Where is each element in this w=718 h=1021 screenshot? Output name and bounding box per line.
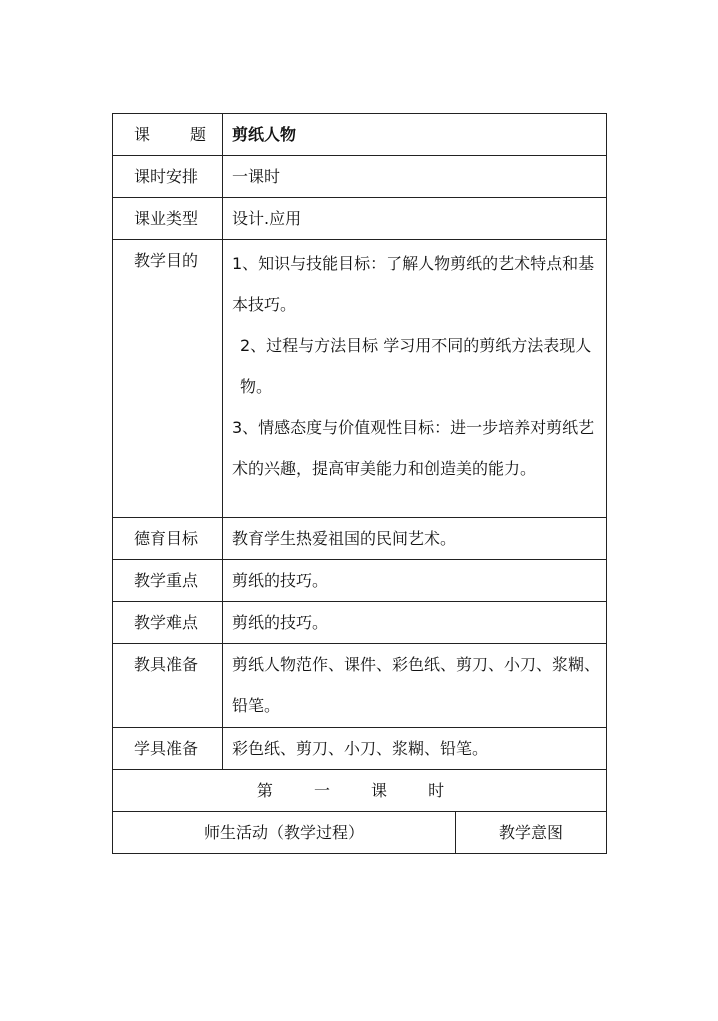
row-difficulty bbox=[113, 602, 607, 644]
label-key-point: 教学重点 bbox=[113, 560, 223, 602]
label-objectives: 教学目的 bbox=[113, 240, 223, 518]
section-title bbox=[113, 770, 607, 812]
label-student-aids: 学具准备 bbox=[113, 728, 223, 770]
value-moral: 教育学生热爱祖国的民间艺术。 bbox=[223, 518, 607, 560]
label-type: 课业类型 bbox=[113, 198, 223, 240]
lesson-plan-table bbox=[112, 113, 607, 854]
activity-header: 师生活动（教学过程） bbox=[113, 812, 456, 854]
value-type: 设计.应用 bbox=[223, 198, 607, 240]
value-key-point: 剪纸的技巧。 bbox=[223, 560, 607, 602]
label-teaching-aids: 教具准备 bbox=[113, 644, 223, 728]
label-schedule: 课时安排 bbox=[113, 156, 223, 198]
row-student-aids bbox=[113, 728, 607, 770]
objective-emotion: 3、情感态度与价值观性目标：进一步培养对剪纸艺术的兴趣，提高审美能力和创造美的能力。 bbox=[232, 418, 595, 478]
row-key-point bbox=[113, 560, 607, 602]
value-topic: 剪纸人物 bbox=[223, 114, 607, 156]
value-objectives bbox=[223, 240, 607, 518]
label-moral: 德育目标 bbox=[113, 518, 223, 560]
row-topic bbox=[113, 114, 607, 156]
row-teaching-aids bbox=[113, 644, 607, 728]
row-schedule bbox=[113, 156, 607, 198]
value-schedule: 一课时 bbox=[223, 156, 607, 198]
value-difficulty: 剪纸的技巧。 bbox=[223, 602, 607, 644]
label-topic-text: 课 题 bbox=[134, 125, 206, 144]
row-section-title bbox=[113, 770, 607, 812]
objective-knowledge: 1、知识与技能目标：了解人物剪纸的艺术特点和基本技巧。 bbox=[232, 254, 595, 314]
section-title-text: 第 一 课 时 bbox=[256, 781, 463, 800]
label-topic bbox=[113, 114, 223, 156]
objective-process: 2、过程与方法目标 学习用不同的剪纸方法表现人物。 bbox=[240, 336, 592, 396]
value-teaching-aids: 剪纸人物范作、课件、彩色纸、剪刀、小刀、浆糊、铅笔。 bbox=[223, 644, 607, 728]
row-type bbox=[113, 198, 607, 240]
row-footer-headers bbox=[113, 812, 607, 854]
row-moral bbox=[113, 518, 607, 560]
label-difficulty: 教学难点 bbox=[113, 602, 223, 644]
row-objectives bbox=[113, 240, 607, 518]
value-student-aids: 彩色纸、剪刀、小刀、浆糊、铅笔。 bbox=[223, 728, 607, 770]
intent-header: 教学意图 bbox=[456, 812, 607, 854]
